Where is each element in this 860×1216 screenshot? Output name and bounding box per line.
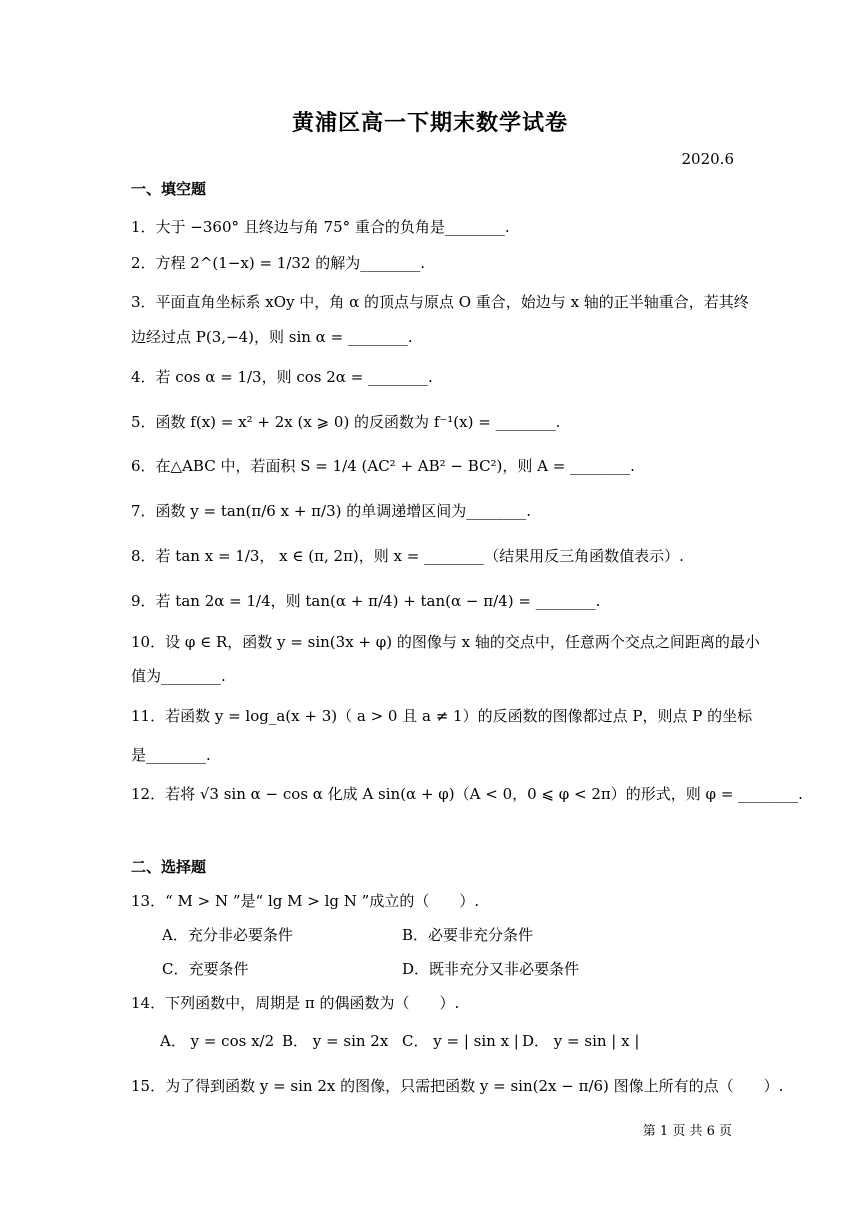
question-13: 13．“ M > N ”是“ lg M > lg N ”成立的（ ）.	[131, 892, 480, 910]
q13-option-c: C．充要条件	[162, 960, 249, 978]
question-3-line-1: 3．平面直角坐标系 xOy 中，角 α 的顶点与原点 O 重合，始边与 x 轴的正半轴重合，若其终	[131, 293, 749, 311]
section-heading-fill-blank: 一、填空题	[131, 180, 207, 198]
q13-option-d: D．既非充分又非必要条件	[402, 960, 580, 978]
question-6: 6．在△ABC 中，若面积 S = 1/4 (AC² + AB² − BC²)，则 A = ________.	[131, 457, 635, 475]
question-3-line-2: 边经过点 P(3,−4)，则 sin α = ________.	[131, 328, 413, 346]
question-10-line-1: 10．设 φ ∈ R，函数 y = sin(3x + φ) 的图像与 x 轴的交点中，任意两个交点之间距离的最小	[131, 633, 760, 651]
question-11-line-1: 11．若函数 y = log_a(x + 3)（ a > 0 且 a ≠ 1）的反函数的图像都过点 P，则点 P 的坐标	[131, 707, 753, 725]
question-14: 14．下列函数中，周期是 π 的偶函数为（ ）.	[131, 994, 460, 1012]
q14-option-c: C． y = | sin x |	[402, 1032, 519, 1050]
q13-option-b: B．必要非充分条件	[402, 926, 534, 944]
question-12: 12．若将 √3 sin α − cos α 化成 A sin(α + φ)（A < 0，0 ⩽ φ < 2π）的形式，则 φ = ________.	[131, 785, 803, 803]
question-11-line-2: 是________.	[131, 746, 211, 764]
exam-date: 2020.6	[681, 150, 734, 168]
question-15: 15．为了得到函数 y = sin 2x 的图像，只需把函数 y = sin(2x − π/6) 图像上所有的点（ ）.	[131, 1077, 784, 1095]
page-title: 黄浦区高一下期末数学试卷	[291, 110, 568, 136]
page-footer: 第 1 页 共 6 页	[642, 1124, 732, 1139]
question-9: 9．若 tan 2α = 1/4，则 tan(α + π/4) + tan(α − π/4) = ________.	[131, 592, 601, 610]
question-1: 1．大于 −360° 且终边与角 75° 重合的负角是________.	[131, 218, 510, 236]
q14-option-a: A． y = cos x/2	[160, 1032, 275, 1050]
question-4: 4．若 cos α = 1/3，则 cos 2α = ________.	[131, 368, 433, 386]
question-8: 8．若 tan x = 1/3， x ∈ (π, 2π)，则 x = ________（结果用反三角函数值表示）.	[131, 547, 684, 565]
q14-option-d: D． y = sin | x |	[522, 1032, 640, 1050]
question-2: 2．方程 2^(1−x) = 1/32 的解为________.	[131, 254, 426, 272]
question-10-line-2: 值为________.	[131, 667, 226, 685]
q14-option-b: B． y = sin 2x	[282, 1032, 389, 1050]
question-5: 5．函数 f(x) = x² + 2x (x ⩾ 0) 的反函数为 f⁻¹(x) = ________.	[131, 413, 561, 431]
question-7: 7．函数 y = tan(π/6 x + π/3) 的单调递增区间为________.	[131, 502, 532, 520]
section-heading-multiple-choice: 二、选择题	[131, 858, 207, 876]
q13-option-a: A．充分非必要条件	[162, 926, 293, 944]
